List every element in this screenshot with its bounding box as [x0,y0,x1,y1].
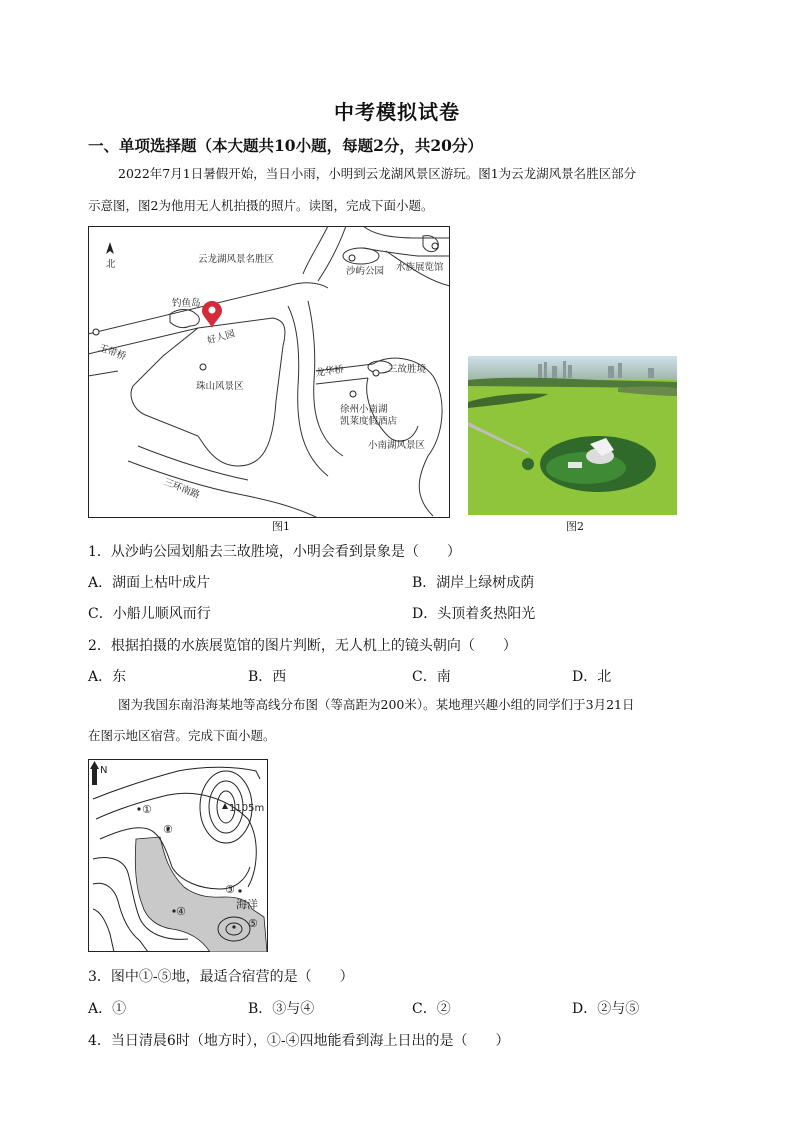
question-3-option-d[interactable]: D．②与⑤ [572,1001,640,1017]
north-label: N [100,765,108,776]
label-sangu: 三故胜境 [388,364,427,375]
question-2-option-b[interactable]: B．西 [248,669,287,685]
intro-paragraph-2-line-1: 图为我国东南沿海某地等高线分布图（等高距为200米）。某地理兴趣小组的同学们于3月21日 [118,697,635,712]
question-2-stem: 2．根据拍摄的水族展览馆的图片判断，无人机上的镜头朝向（ ） [88,638,517,654]
label-zhushan: 珠山风景区 [196,381,244,392]
question-1-stem: 1．从沙屿公园划船去三故胜境，小明会看到景象是（ ） [88,544,461,560]
label-shayu-park: 沙屿公园 [346,266,385,277]
intro-paragraph-1-line-1: 2022年7月1日暑假开始，当日小雨，小明到云龙湖风景区游玩。图1为云龙湖风景名胜区部分 [118,166,637,181]
intro-paragraph-2-line-2: 在图示地区宿营。完成下面小题。 [88,728,276,743]
question-2-option-c[interactable]: C．南 [412,669,451,685]
label-sanhuan-road: 三环南路 [161,476,202,502]
question-3-option-b[interactable]: B．③与④ [248,1001,315,1017]
point-4-label: ④ [176,905,186,918]
question-3-stem: 3．图中①-⑤地，最适合宿营的是（ ） [88,969,354,985]
question-1-option-c[interactable]: C．小船儿顺风而行 [88,606,211,622]
question-1-option-a[interactable]: A．湖面上枯叶成片 [88,575,211,591]
figure-3-contour-map [88,759,268,952]
section-heading: 一、单项选择题（本大题共10小题，每题2分，共20分） [88,136,483,155]
question-1-option-b[interactable]: B．湖岸上绿树成荫 [412,575,535,591]
point-3-label: ③ [225,883,235,896]
figure-2-photo [468,356,677,515]
label-scenic-area: 云龙湖风景名胜区 [198,254,275,265]
peak-elevation-label: 1105m [229,803,265,814]
label-aquarium: 水族展览馆 [396,262,444,273]
question-1-option-d[interactable]: D．头顶着炙热阳光 [412,606,536,622]
point-2-label: ② [163,823,173,836]
label-hotel-line-2: 凯莱度假酒店 [340,416,398,427]
figure-1-map [88,226,450,518]
page-title: 中考模拟试卷 [334,100,460,124]
point-5-label: ⑤ [248,917,258,930]
question-4-stem: 4．当日清晨6时（地方时），①-④四地能看到海上日出的是（ ） [88,1033,510,1049]
figure-1-caption: 图1 [272,520,290,533]
intro-paragraph-1-line-2: 示意图，图2为他用无人机拍摄的照片。读图，完成下面小题。 [88,198,434,213]
label-yudai-bridge: 玉带桥 [96,342,128,363]
question-2-option-a[interactable]: A．东 [88,669,127,685]
sea-label: 海洋 [236,898,258,911]
figure-2-caption: 图2 [566,520,584,533]
point-1-label: ① [142,803,152,816]
label-diaoyu-island: 钓鱼岛 [172,298,201,309]
label-longhua-bridge: 龙华桥 [314,364,345,379]
label-haoren-yuan: 好人园 [205,328,237,347]
question-3-option-a[interactable]: A．① [88,1001,127,1017]
question-2-option-d[interactable]: D．北 [572,669,612,685]
north-label: 北 [106,259,116,270]
label-hotel-line-1: 徐州小南湖 [340,404,388,415]
label-xiaonanhu: 小南湖风景区 [368,440,426,451]
question-3-option-c[interactable]: C．② [412,1001,451,1017]
